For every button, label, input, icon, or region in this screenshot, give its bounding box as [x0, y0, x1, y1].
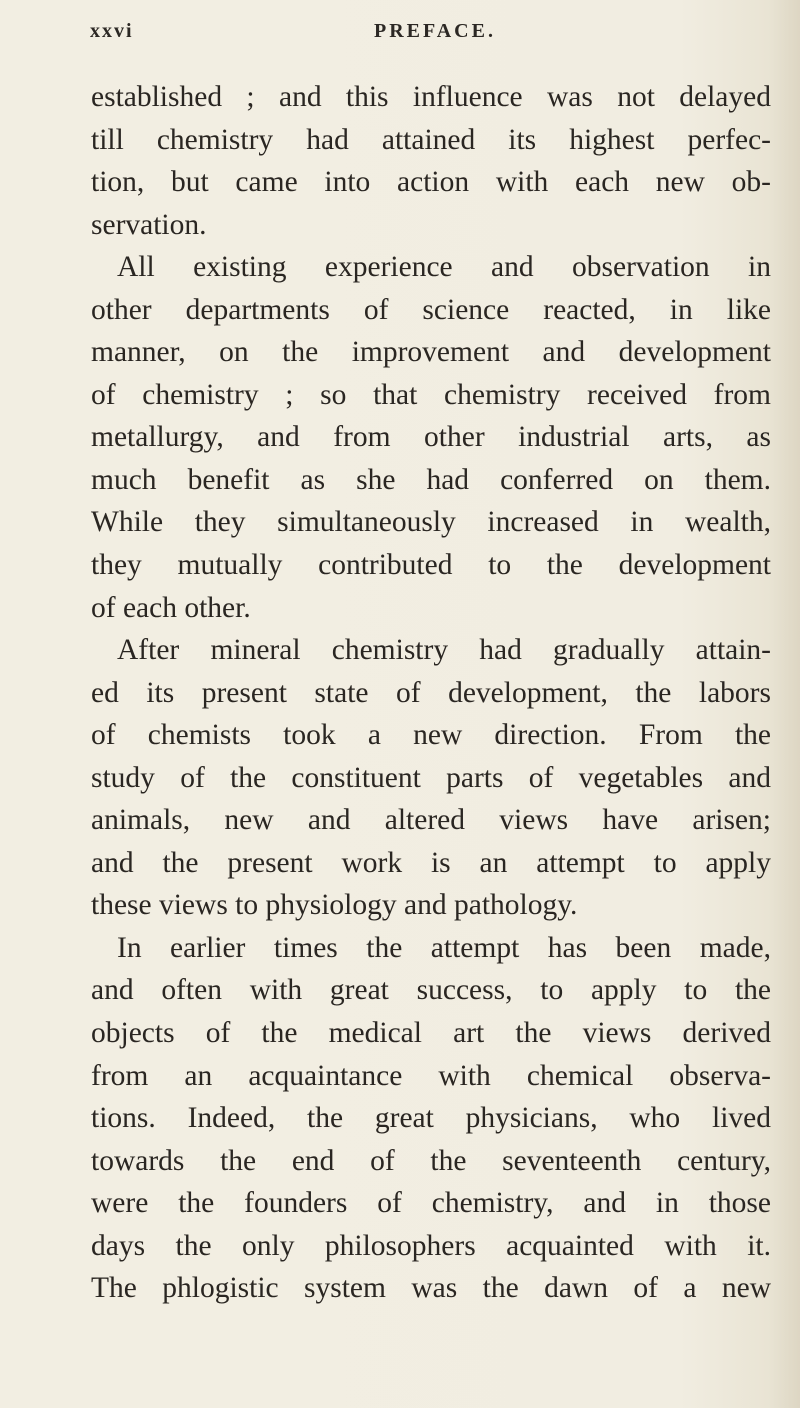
- text-line: While they simultaneously increased in wealth,: [91, 506, 771, 539]
- text-line: objects of the medical art the views derived: [91, 1017, 771, 1050]
- page-header: [90, 20, 770, 50]
- text-line: of chemists took a new direction. From the: [91, 719, 771, 752]
- text-line: much benefit as she had conferred on them.: [91, 463, 771, 496]
- text-line: they mutually contributed to the development: [91, 549, 771, 582]
- text-line: The phlogistic system was the dawn of a new: [91, 1272, 771, 1305]
- text-line: servation.: [91, 208, 207, 241]
- text-line: study of the constituent parts of vegetables and: [91, 761, 771, 794]
- text-line: towards the end of the seventeenth century,: [91, 1144, 771, 1177]
- text-line: and the present work is an attempt to apply: [91, 846, 771, 879]
- text-line: other departments of science reacted, in like: [91, 293, 771, 326]
- text-line: these views to physiology and pathology.: [91, 889, 578, 922]
- text-line: After mineral chemistry had gradually attain-: [117, 634, 771, 667]
- text-line: were the founders of chemistry, and in those: [91, 1187, 771, 1220]
- text-line: days the only philosophers acquainted with it.: [91, 1229, 771, 1262]
- text-line: All existing experience and observation in: [117, 251, 771, 284]
- text-line: established ; and this influence was not delayed: [91, 81, 771, 113]
- text-line: of chemistry ; so that chemistry received from: [91, 378, 771, 411]
- text-line: and often with great success, to apply to the: [91, 974, 771, 1007]
- text-line: metallurgy, and from other industrial arts, as: [91, 421, 771, 454]
- running-head: PREFACE.: [374, 20, 496, 42]
- text-line: tion, but came into action with each new ob-: [91, 166, 771, 199]
- text-line: animals, new and altered views have arisen;: [91, 804, 771, 837]
- text-line: ed its present state of development, the labors: [91, 676, 771, 709]
- text-line: In earlier times the attempt has been made,: [117, 931, 771, 964]
- body-text: [91, 76, 771, 1310]
- text-line: till chemistry had attained its highest perfec-: [91, 123, 771, 156]
- text-line: tions. Indeed, the great physicians, who lived: [91, 1102, 771, 1135]
- text-line: from an acquaintance with chemical observa-: [91, 1059, 771, 1092]
- page-number: xxvi: [90, 20, 134, 42]
- text-line: manner, on the improvement and development: [91, 336, 771, 369]
- text-line: of each other.: [91, 591, 251, 624]
